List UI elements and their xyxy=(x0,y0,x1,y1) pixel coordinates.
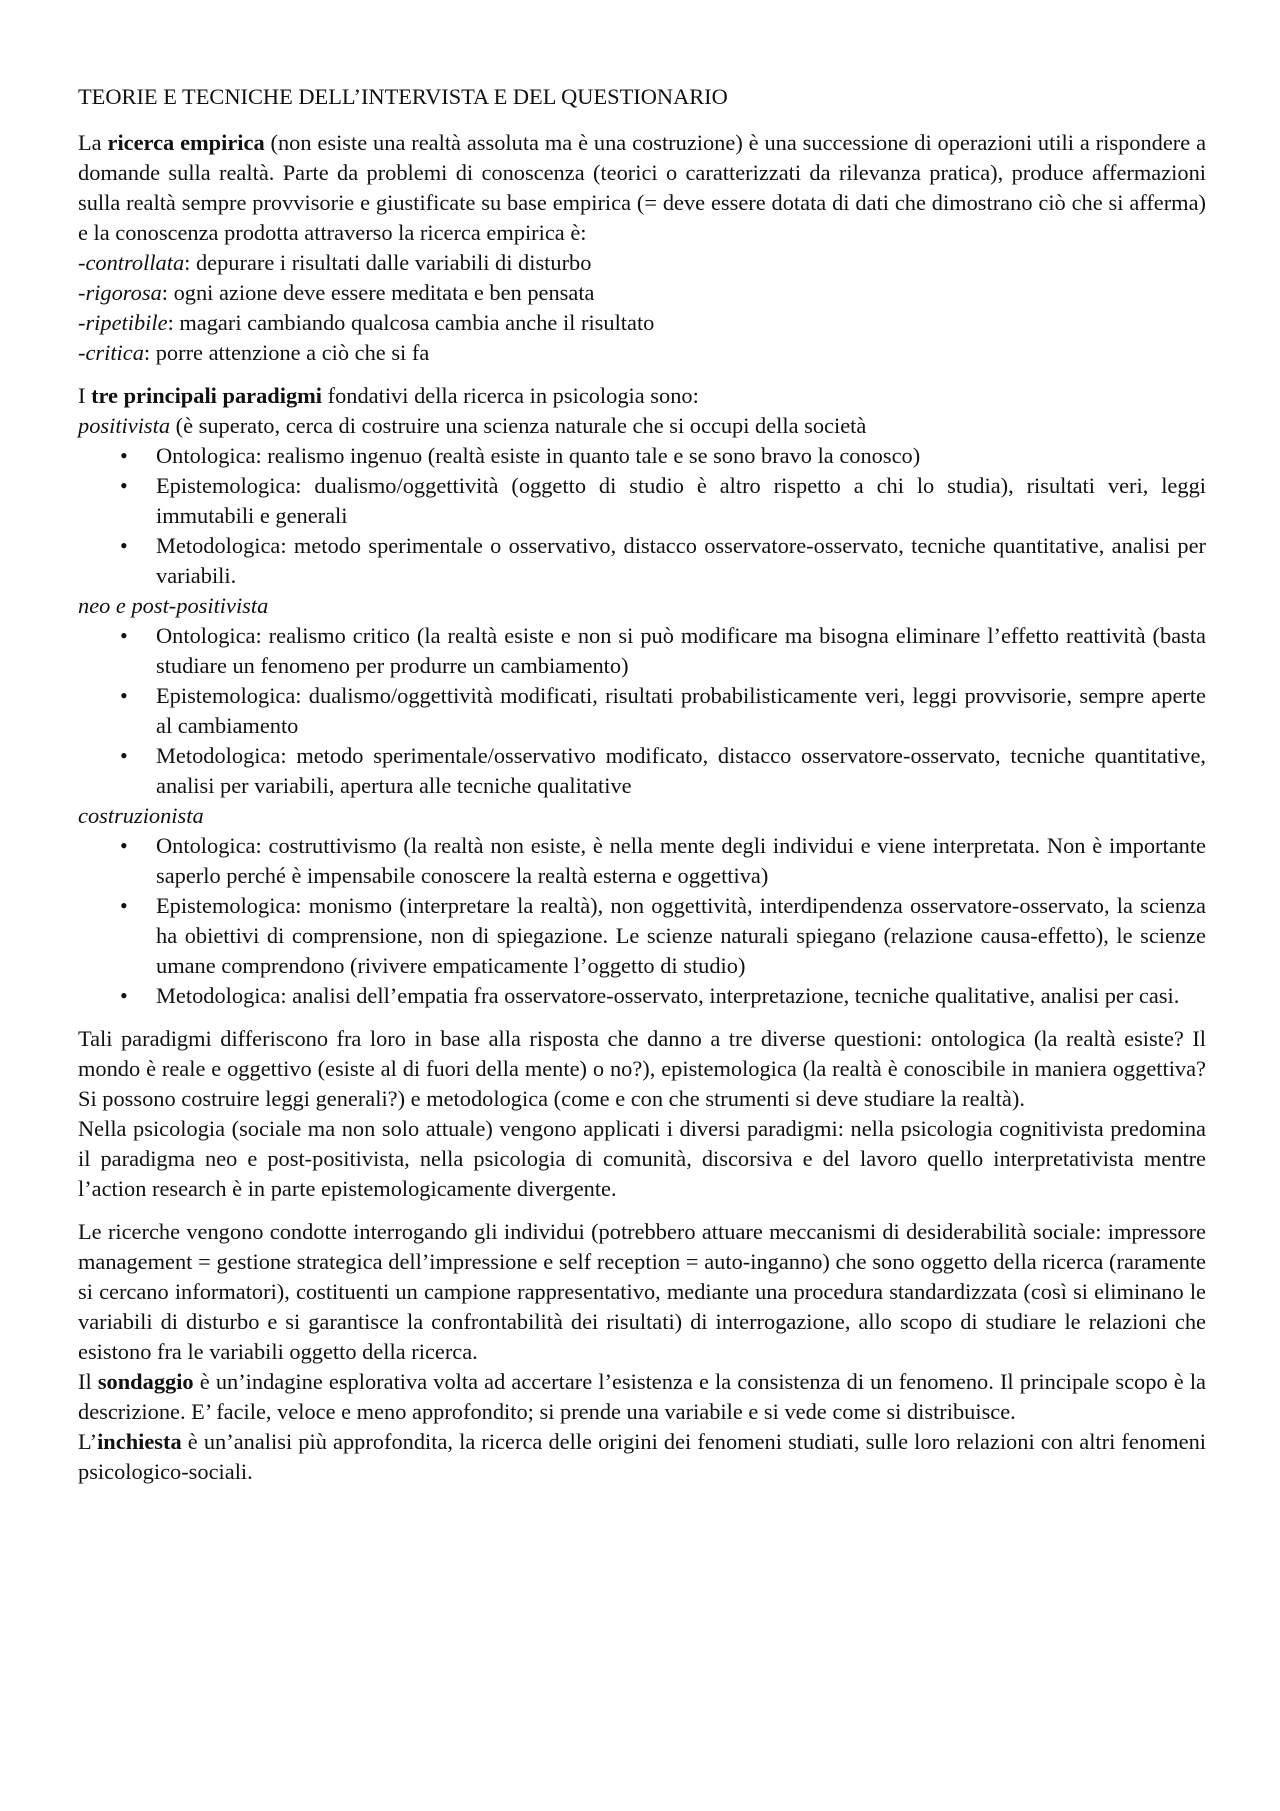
paragraph-ricerche: Le ricerche vengono condotte interrogando gli individui (potrebbero attuare meccanismi di desiderabilità sociale: impressore management = gestione strategica dell’impressione e self reception = auto-inganno) che sono oggetto della ricerca (raramente si cercano informatori), costituenti un campione rappresentativo, mediante una procedura standardizzata (così si eliminano le variabili di disturbo e si garantisce la confrontabilità dei risultati) di interrogazione, allo scopo di studiare le relazioni che esistono fra le variabili oggetto della ricerca. xyxy=(78,1219,1206,1364)
bold-term: ricerca empirica xyxy=(107,130,265,155)
paradigm-name: costruzionista xyxy=(78,803,204,828)
list-item-text: Epistemologica: monismo (interpretare la realtà), non oggettività, interdipendenza osservatore-osservato, la scienza ha obiettivi di comprensione, non di spiegazione. Le scienze naturali spiegano (relazione causa-effetto), le scienze umane comprendono (rivivere empaticamente l’oggetto di studio) xyxy=(156,893,1206,978)
italic-term: controllata xyxy=(85,250,185,275)
text-run: : depurare i risultati dalle variabili di disturbo xyxy=(184,250,592,275)
italic-term: critica xyxy=(85,340,144,365)
list-item-text: Metodologica: metodo sperimentale o osservativo, distacco osservatore-osservato, tecniche quantitative, analisi per variabili. xyxy=(156,533,1206,588)
list-item-text: Ontologica: costruttivismo (la realtà non esiste, è nella mente degli individui e viene interpretata. Non è importante saperlo perché è impensabile conoscere la realtà esterna e oggettiva) xyxy=(156,833,1206,888)
bullet-list xyxy=(78,831,1206,1011)
list-item-text: Metodologica: metodo sperimentale/osservativo modificato, distacco osservatore-osservato, tecniche quantitative, analisi per variabili, apertura alle tecniche qualitative xyxy=(156,743,1206,798)
bullet-list xyxy=(78,621,1206,801)
bullet-icon: • xyxy=(120,833,128,858)
property-line xyxy=(78,308,1206,338)
list-item xyxy=(78,471,1206,531)
paragraph-ricerca-empirica xyxy=(78,128,1206,248)
list-item xyxy=(78,531,1206,591)
text-run: Il xyxy=(78,1369,98,1394)
list-item xyxy=(78,831,1206,891)
paradigm-heading xyxy=(78,801,1206,831)
property-line xyxy=(78,248,1206,278)
paragraph-gap xyxy=(78,1204,1206,1217)
text-run: L’ xyxy=(78,1429,98,1454)
dash: - xyxy=(78,340,86,365)
paragraph-paradigmi xyxy=(78,381,1206,411)
bullet-icon: • xyxy=(120,743,128,768)
bullet-icon: • xyxy=(120,983,128,1008)
paragraph-psicologia: Nella psicologia (sociale ma non solo attuale) vengono applicati i diversi paradigmi: nella psicologia cognitivista predomina il paradigma neo e post-positivista, nella psicologia di comunità, discorsiva e del lavoro quello interpretativista mentre l’action research è in parte epistemologicamente divergente. xyxy=(78,1116,1206,1201)
paragraph-inchiesta xyxy=(78,1427,1206,1487)
paragraph-gap xyxy=(78,368,1206,381)
bullet-icon: • xyxy=(120,473,128,498)
paragraph-sondaggio xyxy=(78,1367,1206,1427)
document-page xyxy=(78,82,1206,1487)
list-item xyxy=(78,891,1206,981)
paradigm-name: positivista xyxy=(78,413,171,438)
list-item-text: Ontologica: realismo critico (la realtà esiste e non si può modificare ma bisogna eliminare l’effetto reattività (basta studiare un fenomeno per produrre un cambiamento) xyxy=(156,623,1206,678)
bullet-icon: • xyxy=(120,533,128,558)
italic-term: ripetibile xyxy=(85,310,168,335)
bold-term: inchiesta xyxy=(97,1429,182,1454)
text-run: fondativi della ricerca in psicologia sono: xyxy=(322,383,699,408)
paradigm-note: (è superato, cerca di costruire una scienza naturale che si occupi della società xyxy=(170,413,867,438)
text-run: : magari cambiando qualcosa cambia anche il risultato xyxy=(167,310,655,335)
text-run: è un’analisi più approfondita, la ricerca delle origini dei fenomeni studiati, sulle loro relazioni con altri fenomeni psicologico-sociali. xyxy=(78,1429,1206,1484)
text-run: (non esiste una realtà assoluta ma è una costruzione) è una successione di operazioni utili a rispondere a domande sulla realtà. Parte da problemi di conoscenza (teorici o caratterizzati da rilevanza pratica), produce affermazioni sulla realtà sempre provvisorie e giustificate su base empirica (= deve essere dotata di dati che dimostrano ciò che si afferma) e la conoscenza prodotta attraverso la ricerca empirica è: xyxy=(78,130,1207,245)
list-item xyxy=(78,621,1206,681)
list-item xyxy=(78,441,1206,471)
bullet-icon: • xyxy=(120,443,128,468)
text-run: I xyxy=(78,383,92,408)
paradigm-heading xyxy=(78,591,1206,621)
list-item-text: Metodologica: analisi dell’empatia fra osservatore-osservato, interpretazione, tecniche qualitative, analisi per casi. xyxy=(156,983,1180,1008)
list-item-text: Epistemologica: dualismo/oggettività (oggetto di studio è altro rispetto a chi lo studia), risultati veri, leggi immutabili e generali xyxy=(156,473,1206,528)
list-item xyxy=(78,741,1206,801)
paragraph-questioni: Tali paradigmi differiscono fra loro in base alla risposta che danno a tre diverse questioni: ontologica (la realtà esiste? Il mondo è reale e oggettivo (esiste al di fuori della mente) o no?), epistemologica (la realtà è conoscibile in maniera oggettiva? Si possono costruire leggi generali?) e metodologica (come e con che strumenti si deve studiare la realtà). xyxy=(78,1026,1206,1111)
text-run: è un’indagine esplorativa volta ad accertare l’esistenza e la consistenza di un fenomeno. Il principale scopo è la descrizione. E’ facile, veloce e meno approfondito; si prende una variabile e si vede come si distribuisce. xyxy=(78,1369,1206,1424)
list-item-text: Ontologica: realismo ingenuo (realtà esiste in quanto tale e se sono bravo la conosco) xyxy=(156,443,921,468)
bullet-icon: • xyxy=(120,683,128,708)
paradigm-name: neo e post-positivista xyxy=(78,593,269,618)
bold-term: tre principali paradigmi xyxy=(91,383,323,408)
dash: - xyxy=(78,280,86,305)
dash: - xyxy=(78,310,86,335)
paradigm-heading xyxy=(78,411,1206,441)
list-item-text: Epistemologica: dualismo/oggettività modificati, risultati probabilisticamente veri, leggi provvisorie, sempre aperte al cambiamento xyxy=(156,683,1206,738)
dash: - xyxy=(78,250,86,275)
list-item xyxy=(78,981,1206,1011)
property-line xyxy=(78,338,1206,368)
bold-term: sondaggio xyxy=(97,1369,194,1394)
bullet-list xyxy=(78,441,1206,591)
bullet-icon: • xyxy=(120,623,128,648)
list-item xyxy=(78,681,1206,741)
text-run: : ogni azione deve essere meditata e ben pensata xyxy=(161,280,595,305)
bullet-icon: • xyxy=(120,893,128,918)
text-run: La xyxy=(78,130,108,155)
text-run: : porre attenzione a ciò che si fa xyxy=(143,340,430,365)
document-title: TEORIE E TECNICHE DELL’INTERVISTA E DEL QUESTIONARIO xyxy=(78,84,728,109)
paragraph-gap xyxy=(78,1011,1206,1024)
italic-term: rigorosa xyxy=(85,280,162,305)
property-line xyxy=(78,278,1206,308)
